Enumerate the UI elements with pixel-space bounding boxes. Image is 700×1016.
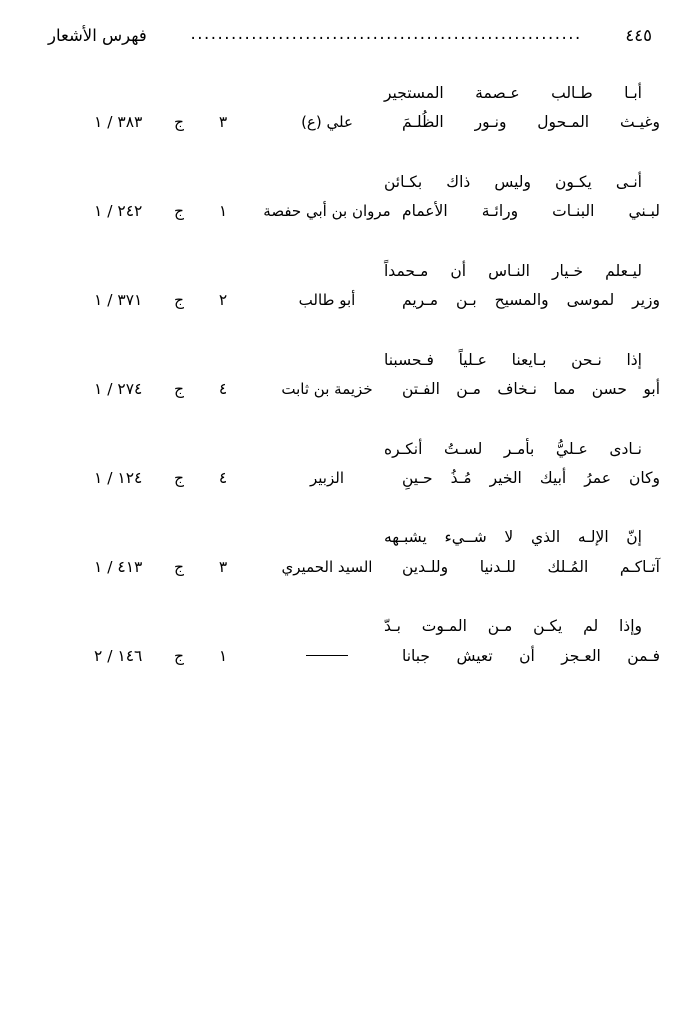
entry-line-first — [40, 435, 660, 464]
entry-line-second — [40, 286, 660, 315]
verse-hemistich-2: وكان عمرُ أبيك الخير مُـذُ حـينِ — [402, 468, 660, 487]
entry-count: ٤ — [218, 380, 228, 399]
page-reference: ١٤٦ / ٢ — [94, 646, 143, 665]
page-header — [40, 26, 660, 45]
verse-hemistich-2: وزير لموسى والمسيح بـن مـريم — [402, 291, 660, 310]
entry-line-first — [40, 257, 660, 286]
verse-hemistich-1: وإذا لم يكـن مـن المـوت بـدّ — [384, 617, 642, 636]
poet-name: خزيمة بن ثابت — [281, 380, 373, 399]
entry-line-second — [40, 108, 660, 137]
entry-line-first — [40, 346, 660, 375]
poet-name: السيد الحميري — [281, 557, 373, 576]
verse-hemistich-2: أبو حسن مما نـخاف مـن الفـتن — [402, 380, 660, 399]
entry-line-first — [40, 612, 660, 641]
entry-count: ١ — [218, 646, 228, 665]
poem-index-list — [40, 79, 660, 671]
entry-line-first — [40, 79, 660, 108]
poet-name: مروان بن أبي حفصة — [263, 202, 391, 221]
index-entry — [40, 168, 660, 227]
poet-name: علي (ع) — [301, 113, 353, 132]
verse-hemistich-2: وغيـث المـحول ونـور الظُلـمَ — [402, 113, 660, 132]
page-reference: ٢٤٢ / ١ — [94, 202, 143, 221]
entry-line-first — [40, 168, 660, 197]
entry-line-second — [40, 197, 660, 226]
index-entry — [40, 612, 660, 671]
entry-count: ٢ — [218, 291, 228, 310]
verse-hemistich-1: نـادى عـليُّ بأمـر لسـتُ أنكـره — [384, 439, 642, 458]
page-reference: ٢٧٤ / ١ — [94, 380, 143, 399]
entry-count: ١ — [218, 202, 228, 221]
horizontal-rule-icon — [306, 655, 348, 656]
entry-line-first — [40, 523, 660, 552]
index-entry — [40, 257, 660, 316]
entry-count: ٤ — [218, 468, 228, 487]
entry-line-second — [40, 375, 660, 404]
volume-marker: ج — [173, 468, 184, 487]
verse-hemistich-1: إنّ الإلـه الذي لا شــيء يشبـهه — [384, 528, 642, 547]
index-entry — [40, 79, 660, 138]
index-entry — [40, 435, 660, 494]
verse-hemistich-1: أنـى يكـون وليس ذاك بكـائن — [384, 172, 642, 191]
verse-hemistich-2: آتـاكـم المُـلك للـدنيا وللـدين — [402, 557, 660, 576]
verse-hemistich-1: أبـا طـالب عـصمة المستجير — [384, 84, 642, 102]
page-reference: ٣٧١ / ١ — [94, 291, 143, 310]
verse-hemistich-1: ليـعلم خـيار النـاس أن مـحمداً — [384, 261, 642, 280]
entry-count: ٣ — [218, 113, 228, 132]
volume-marker: ج — [173, 380, 184, 399]
poet-name: الزبير — [310, 468, 344, 487]
index-entry — [40, 523, 660, 582]
verse-hemistich-1: إذا نـحن بـايعنا عـلياً فـحسبنا — [384, 350, 642, 369]
entry-line-second — [40, 642, 660, 671]
page-reference: ٣٨٣ / ١ — [94, 113, 143, 132]
page-number: ٤٤٥ — [625, 26, 652, 45]
volume-marker: ج — [173, 113, 184, 132]
verse-hemistich-2: فـمن العـجز أن تعيش جبانا — [402, 646, 660, 665]
entry-count: ٣ — [218, 557, 228, 576]
index-entry — [40, 346, 660, 405]
entry-line-second — [40, 553, 660, 582]
volume-marker: ج — [173, 202, 184, 221]
page-reference: ٤١٣ / ١ — [94, 557, 143, 576]
page-title: فهرس الأشعار — [48, 26, 147, 45]
page-reference: ١٢٤ / ١ — [94, 468, 143, 487]
verse-hemistich-2: لبـني البنـات ورائـة الأعمام — [402, 202, 660, 221]
entry-line-second — [40, 464, 660, 493]
volume-marker: ج — [173, 291, 184, 310]
volume-marker: ج — [173, 557, 184, 576]
volume-marker: ج — [173, 646, 184, 665]
poet-name-dash — [252, 642, 402, 671]
header-dot-leader: .......................................................... — [190, 24, 582, 43]
poet-name: أبو طالب — [298, 291, 356, 310]
